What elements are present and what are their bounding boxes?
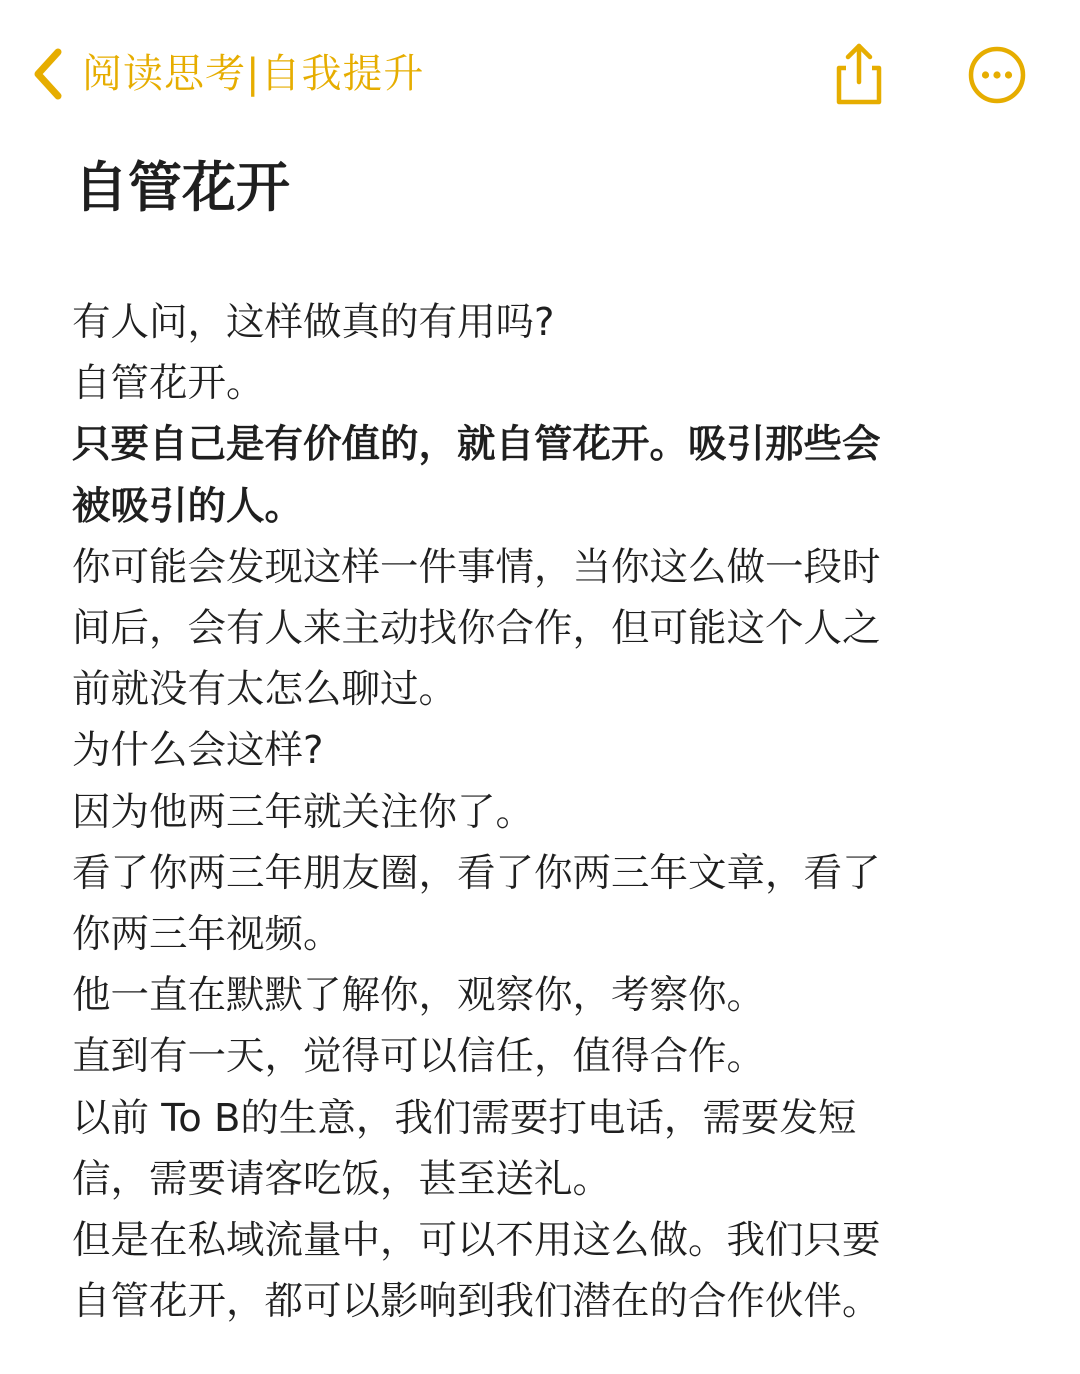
navigation-bar: [0, 0, 1080, 140]
note-line: 自管花开。: [72, 361, 265, 407]
note-line: 信，需要请客吃饭，甚至送礼。: [72, 1156, 612, 1202]
note-line: 你两三年视频。: [72, 912, 342, 958]
note-line: 间后，会有人来主动找你合作，但可能这个人之: [72, 606, 881, 652]
note-title: 自管花开: [74, 156, 290, 219]
note-line: 为什么会这样?: [72, 728, 324, 774]
share-button[interactable]: [826, 40, 892, 106]
note-line: 直到有一天，觉得可以信任，值得合作。: [72, 1034, 766, 1080]
note-line: 因为他两三年就关注你了。: [72, 789, 535, 835]
note-line: 他一直在默默了解你，观察你，考察你。: [72, 973, 766, 1019]
more-button[interactable]: [966, 44, 1028, 106]
note-line-bold: 被吸引的人。: [72, 483, 304, 529]
folder-name: 阅读思考|自我提升: [82, 51, 425, 97]
note-body[interactable]: [72, 292, 992, 1332]
chevron-left-icon: [28, 46, 68, 102]
note-line: 看了你两三年朋友圈，看了你两三年文章，看了: [72, 850, 881, 896]
note-line: 前就没有太怎么聊过。: [72, 667, 458, 713]
note-line: 但是在私域流量中，可以不用这么做。我们只要: [72, 1218, 881, 1264]
back-button[interactable]: [28, 42, 424, 106]
share-icon: [826, 40, 892, 106]
note-line: 自管花开，都可以影响到我们潜在的合作伙伴。: [72, 1279, 881, 1325]
note-line: 你可能会发现这样一件事情，当你这么做一段时: [72, 544, 881, 590]
ellipsis-circle-icon: [966, 44, 1028, 106]
note-line: 有人问，这样做真的有用吗?: [72, 300, 555, 345]
note-line: 以前 To B的生意，我们需要打电话，需要发短: [72, 1095, 857, 1141]
note-line-bold: 只要自己是有价值的，就自管花开。吸引那些会: [72, 422, 881, 468]
